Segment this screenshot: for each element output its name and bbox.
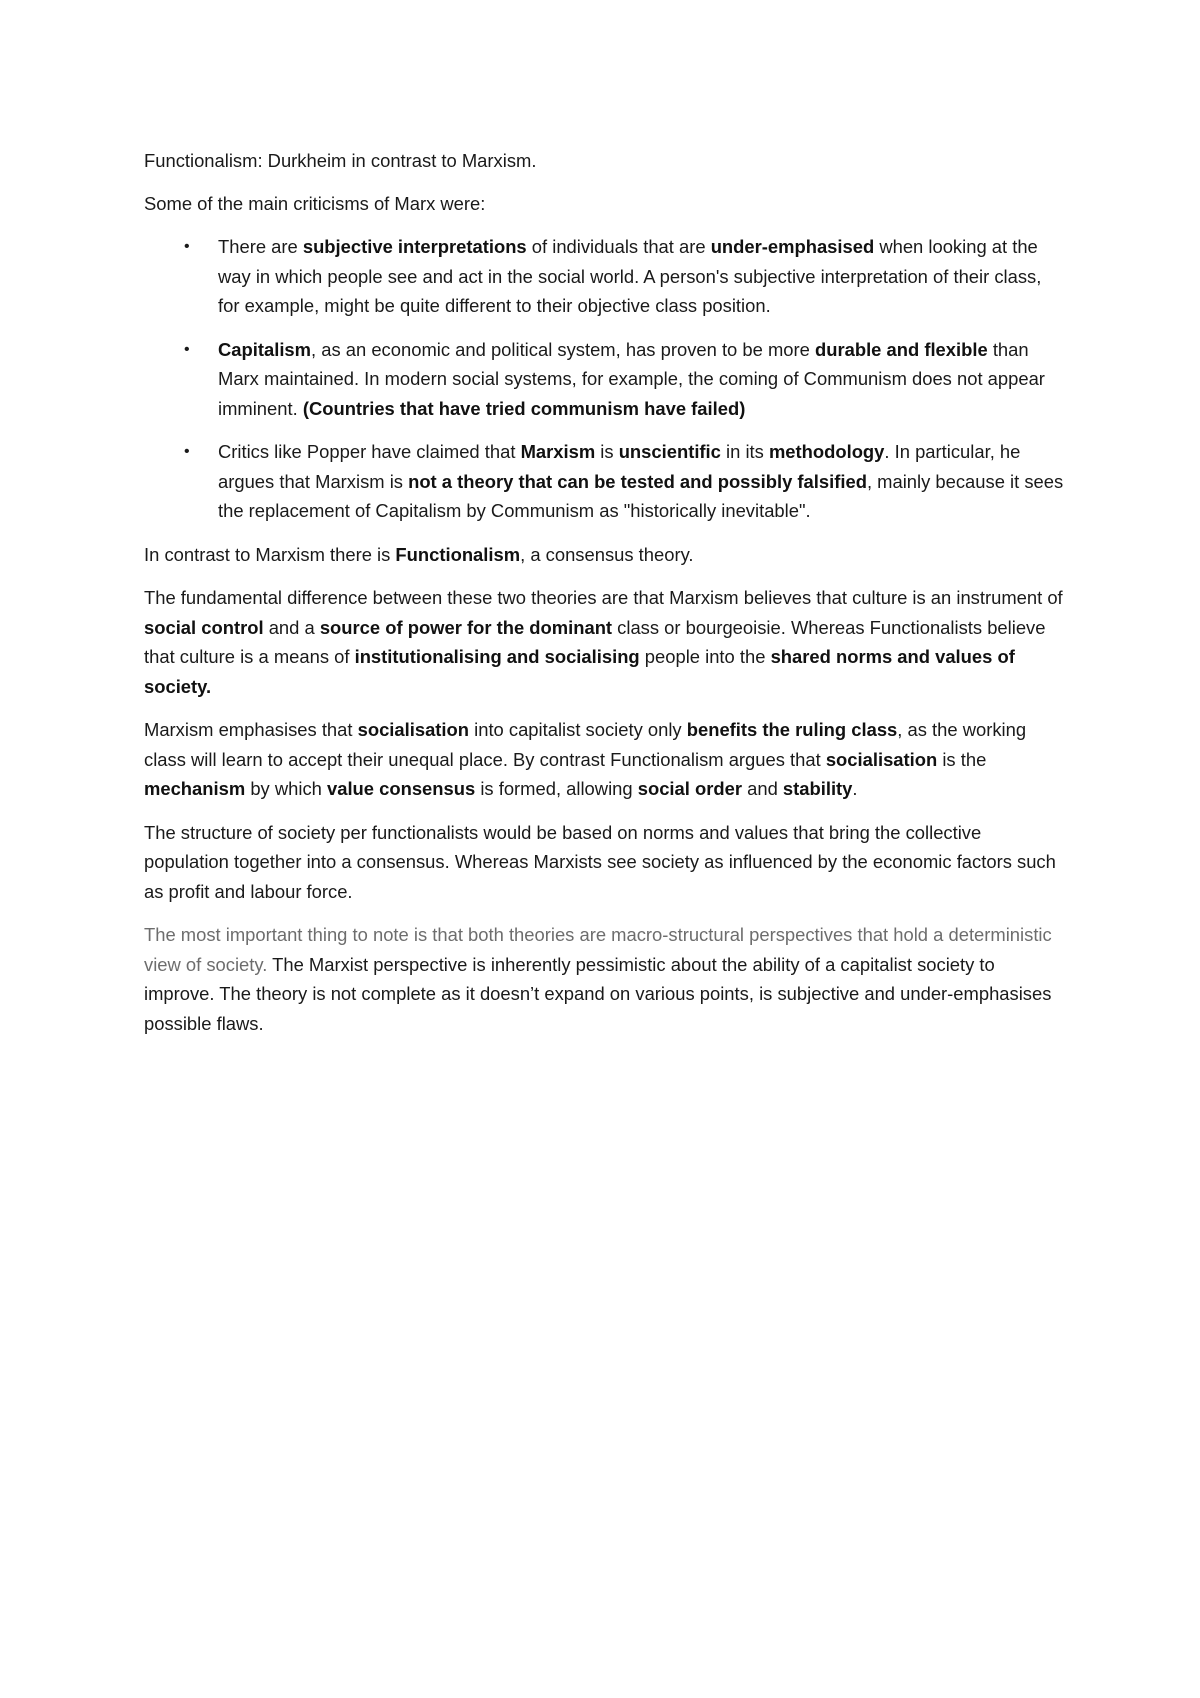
text-run: The fundamental difference between these two theories are that Marxism believes that culture is an instrument of [144,587,1063,608]
text-run: by which [245,778,327,799]
bold-text: value consensus [326,778,476,799]
text-run: and a [263,616,320,638]
bold-text: unscientific [618,441,721,462]
bold-text: methodology [768,441,885,462]
text-run: and [742,778,783,799]
structure-paragraph [144,818,1064,907]
bold-text: institutionalising and socialising [354,646,640,667]
text-run: , as an economic and political system, has proven to be more [311,338,815,360]
text-run: is formed, allowing [475,778,638,799]
closing-grey-text: The most important thing to note is that both theories are macro-structural perspectives that hold a deterministic view of society. [144,924,1052,975]
text-run: The structure of society per functionalists would be based on norms and values that bring the collective population together into a consensus. Whereas Marxists see society as influenced by the economic factors such as profit and labour force. [144,821,1056,902]
criticisms-list [144,232,1064,526]
text-run: people into the [639,646,771,667]
text-run: when looking at the way in which people see and act in the social world. A person's subjective interpretation of their class, for example, might be quite different to their objective class position. [218,236,1042,316]
text-run: into capitalist society only [469,719,687,740]
list-item-text [218,339,1045,419]
text-run: is the [937,748,987,770]
bold-text: socialisation [357,719,470,740]
bold-text: Functionalism [395,543,521,565]
text-run: is [595,441,619,462]
bold-text: source of power for the dominant [319,616,613,638]
intro-paragraph: Some of the main criticisms of Marx were: [144,192,486,214]
list-item-text [218,236,1041,316]
text-run: , a consensus theory. [520,543,694,565]
bold-text: shared norms and values of society. [144,646,1015,697]
text-run: of individuals that are [526,236,711,257]
bullet-icon: • [184,340,190,358]
list-item [144,437,1064,526]
text-run: , as the working class will learn to accept their unequal place. By contrast Functionalism argues that [144,719,1027,770]
text-run: , mainly because it sees the replacement of Capitalism by Communism as "historically inevitable". [218,470,1064,521]
list-item [144,335,1064,424]
text-run: than Marx maintained. In modern social systems, for example, the coming of Communism does not appear imminent. [218,338,1045,419]
bold-text: stability [782,778,853,799]
bold-text: under-emphasised [710,236,875,257]
document-title: Functionalism: Durkheim in contrast to Marxism. [144,150,537,171]
closing-dark-text: The Marxist perspective is inherently pessimistic about the ability of a capitalist society to improve. The theory is not complete as it doesn’t expand on various points, is subjective and under-emphasises possible flaws. [144,953,1052,1034]
document-body [144,146,1064,1052]
fundamental-difference-paragraph [144,583,1064,701]
text-run: Critics like Popper have claimed that [218,441,521,462]
functionalism-intro-paragraph [144,540,1064,570]
text-run: class or bourgeoisie. Whereas Functionalists believe that culture is a means of [144,616,1046,667]
bold-text: social order [637,778,742,799]
bullet-icon: • [184,443,190,460]
bold-text: mechanism [144,778,246,799]
bold-text: social control [144,616,264,638]
bold-text: Capitalism [218,338,312,360]
bold-text: socialisation [825,748,938,770]
socialisation-paragraph [144,715,1064,804]
text-run: In contrast to Marxism there is [144,543,396,565]
bold-text: (Countries that have tried communism have failed) [302,397,746,419]
bold-text: subjective interpretations [302,236,527,257]
closing-paragraph [144,920,1064,1038]
text-run: in its [720,441,769,462]
text-run: . [852,778,858,799]
text-run: . In particular, he argues that Marxism is [218,441,1021,492]
bold-text: Marxism [520,441,596,462]
bold-text: benefits the ruling class [686,719,898,740]
text-run: There are [218,236,303,257]
bold-text: not a theory that can be tested and possibly falsified [408,470,867,492]
list-item [144,232,1064,321]
text-run: Marxism emphasises that [144,719,358,740]
bullet-icon: • [184,238,190,255]
list-item-text [218,441,1063,521]
bold-text: durable and flexible [814,338,988,360]
